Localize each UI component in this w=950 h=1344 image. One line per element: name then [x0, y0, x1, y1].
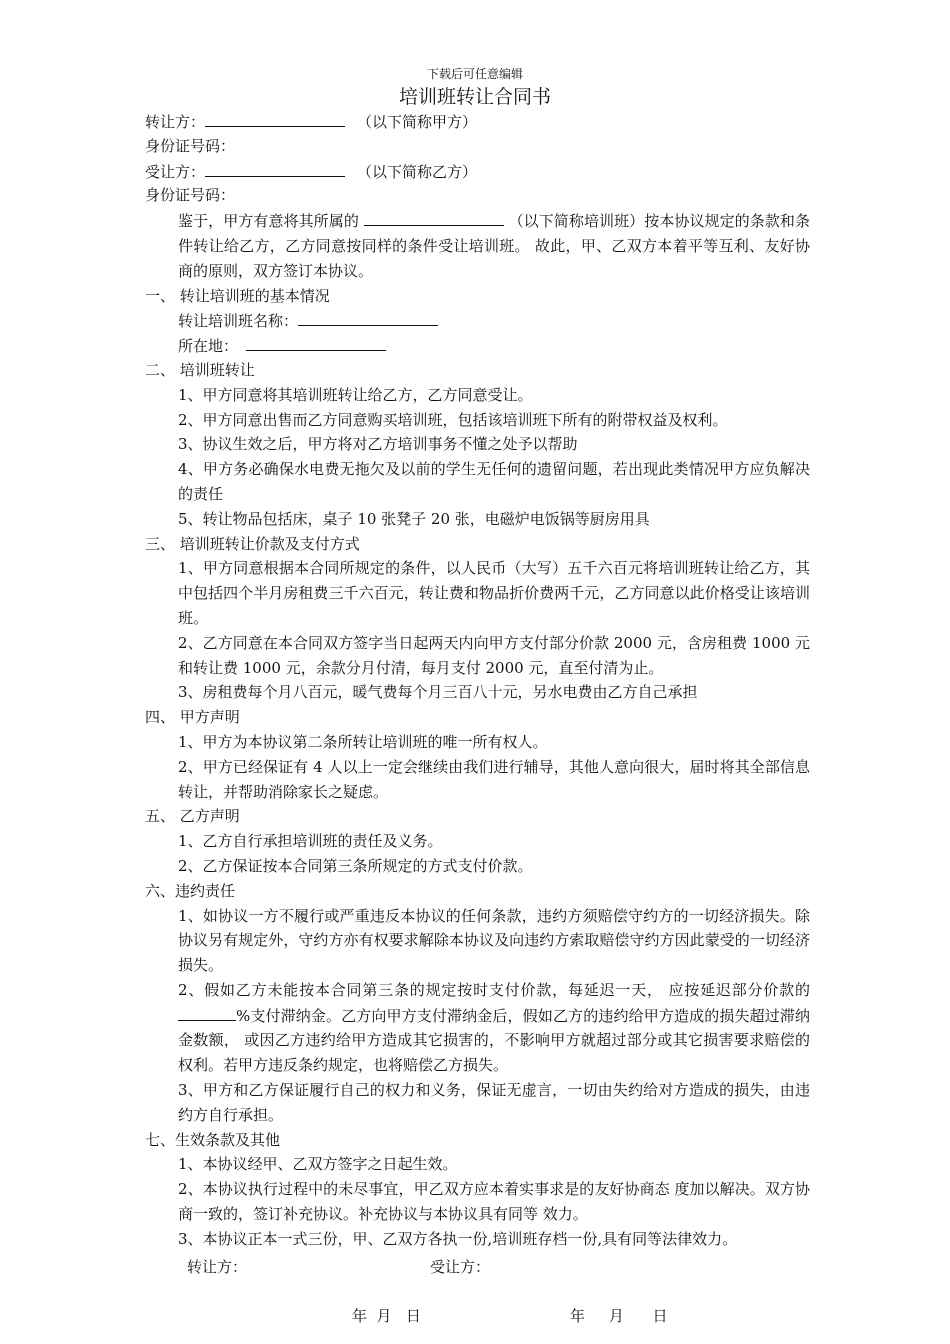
clause-7-2: 2、本协议执行过程中的未尽事宜，甲乙双方应本着实事求是的友好协商态 度加以解决。双方协商一致的，签订补充协议。补充协议与本协议具有同等 效力。 [178, 1180, 810, 1224]
class-name-line [145, 308, 810, 333]
clause-2-2: 2、甲方同意出售而乙方同意购买培训班，包括该培训班下所有的附带权益及权利。 [178, 410, 728, 429]
section-6-heading: 六、违约责任 [145, 881, 236, 900]
location-label: 所在地： [178, 337, 239, 356]
clause-6-2 [145, 978, 810, 1078]
section-4-heading: 四、 甲方声明 [145, 708, 240, 727]
clause-7-1: 1、本协议经甲、乙双方签字之日起生效。 [178, 1155, 458, 1174]
institution-blank[interactable] [364, 208, 504, 226]
transferor-signature-label: 转让方： [187, 1258, 248, 1276]
class-name-label: 转让培训班名称： [178, 312, 299, 331]
clause-6-2-text-1: 2、假如乙方未能按本合同第三条的规定按时支付价款，每延迟一天， 应按延迟部分价款的 [178, 980, 810, 999]
clause-2-4: 4、甲方务必确保水电费无拖欠及以前的学生无任何的遗留问题，若出现此类情况甲方应负解决的责任 [178, 460, 810, 503]
transferor-label: 转让方： [145, 113, 206, 131]
id-line-b: 身份证号码： [145, 186, 236, 205]
clause-4-2: 2、甲方已经保证有 4 人以上一定会继续由我们进行辅导，其他人意向很大，届时将其全部信息转让，并帮助消除家长之疑虑。 [178, 757, 810, 801]
location-blank[interactable] [246, 333, 386, 351]
section-5-heading: 五、 乙方声明 [145, 807, 240, 826]
class-name-blank[interactable] [298, 308, 438, 326]
id-line-a: 身份证号码： [145, 136, 236, 155]
section-1-heading: 一、 转让培训班的基本情况 [145, 286, 330, 305]
clause-3-2: 2、乙方同意在本合同双方签字当日起两天内向甲方支付部分价款 2000 元，含房租费 1000 元和转让费 1000 元，余款分月付清，每月支付 2000 元，直至付清为止。 [178, 633, 810, 677]
transferee-name-blank[interactable] [205, 159, 345, 177]
transferee-date: 年 月 日 [570, 1307, 668, 1325]
transferee-line [145, 159, 810, 184]
section-3-heading: 三、 培训班转让价款及支付方式 [145, 534, 360, 553]
location-line [145, 333, 810, 358]
clause-6-2-text-2: %支付滞纳金。乙方向甲方支付滞纳金后，假如乙方的违约给甲方造成的损失超过滞纳金数额， 或因乙方违约给甲方造成其它损害的，不影响甲方就超过部分或其它损害要求赔偿的权利。若甲方违反条约规定，也将赔偿乙方损失。 [178, 1006, 810, 1075]
watermark-text: 下载后可任意编辑 [426, 67, 523, 81]
clause-2-1: 1、甲方同意将其培训班转让给乙方，乙方同意受让。 [178, 385, 533, 404]
clause-4-1: 1、甲方为本协议第二条所转让培训班的唯一所有权人。 [178, 732, 548, 751]
transferee-signature-label: 受让方： [430, 1258, 491, 1276]
contract-body [145, 109, 810, 1252]
transferor-name-blank[interactable] [205, 109, 345, 127]
transferor-date: 年 月 日 [352, 1307, 421, 1325]
clause-3-3: 3、房租费每个月八百元，暖气费每个月三百八十元，另水电费由乙方自己承担 [178, 683, 698, 702]
preamble-text-1: 鉴于，甲方有意将其所属的 [178, 212, 364, 231]
clause-7-3: 3、本协议正本一式三份，甲、乙双方各执一份,培训班存档一份,具有同等法律效力。 [178, 1229, 738, 1248]
preamble-text-2: （以下简称培训班）按本协议规定的条款和条件转让给乙方，乙方同意按同样的条件受让培训班。 故此，甲、乙双方本着平等互利、友好协商的原则，双方签订本协议。 [178, 212, 810, 280]
clause-6-3: 3、甲方和乙方保证履行自己的权力和义务，保证无虚言，一切由失约给对方造成的损失，由违约方自行承担。 [178, 1081, 810, 1124]
transferor-note: （以下简称甲方） [357, 113, 478, 131]
transferee-note: （以下简称乙方） [357, 162, 478, 181]
preamble-paragraph [145, 208, 810, 283]
document-title: 培训班转让合同书 [398, 86, 551, 108]
section-2-heading: 二、 培训班转让 [145, 360, 255, 379]
transferee-label: 受让方： [145, 162, 206, 181]
clause-2-5: 5、转让物品包括床，桌子 10 张凳子 20 张，电磁炉电饭锅等厨房用具 [178, 509, 650, 528]
late-fee-percent-blank[interactable] [178, 1003, 236, 1021]
clause-2-3: 3、协议生效之后，甲方将对乙方培训事务不懂之处予以帮助 [178, 435, 578, 454]
transferor-line [145, 109, 810, 134]
clause-3-1: 1、甲方同意根据本合同所规定的条件，以人民币（大写）五千六百元将培训班转让给乙方，其中包括四个半月房租费三千六百元，转让费和物品折价费两千元，乙方同意以此价格受让该培训班。 [178, 559, 810, 627]
clause-6-1: 1、如协议一方不履行或严重违反本协议的任何条款，违约方须赔偿守约方的一切经济损失。除协议另有规定外，守约方亦有权要求解除本协议及向违约方索取赔偿守约方因此蒙受的一切经济损失。 [178, 906, 810, 975]
clause-5-1: 1、乙方自行承担培训班的责任及义务。 [178, 832, 443, 851]
section-7-heading: 七、生效条款及其他 [145, 1130, 281, 1149]
clause-5-2: 2、乙方保证按本合同第三条所规定的方式支付价款。 [178, 856, 533, 875]
